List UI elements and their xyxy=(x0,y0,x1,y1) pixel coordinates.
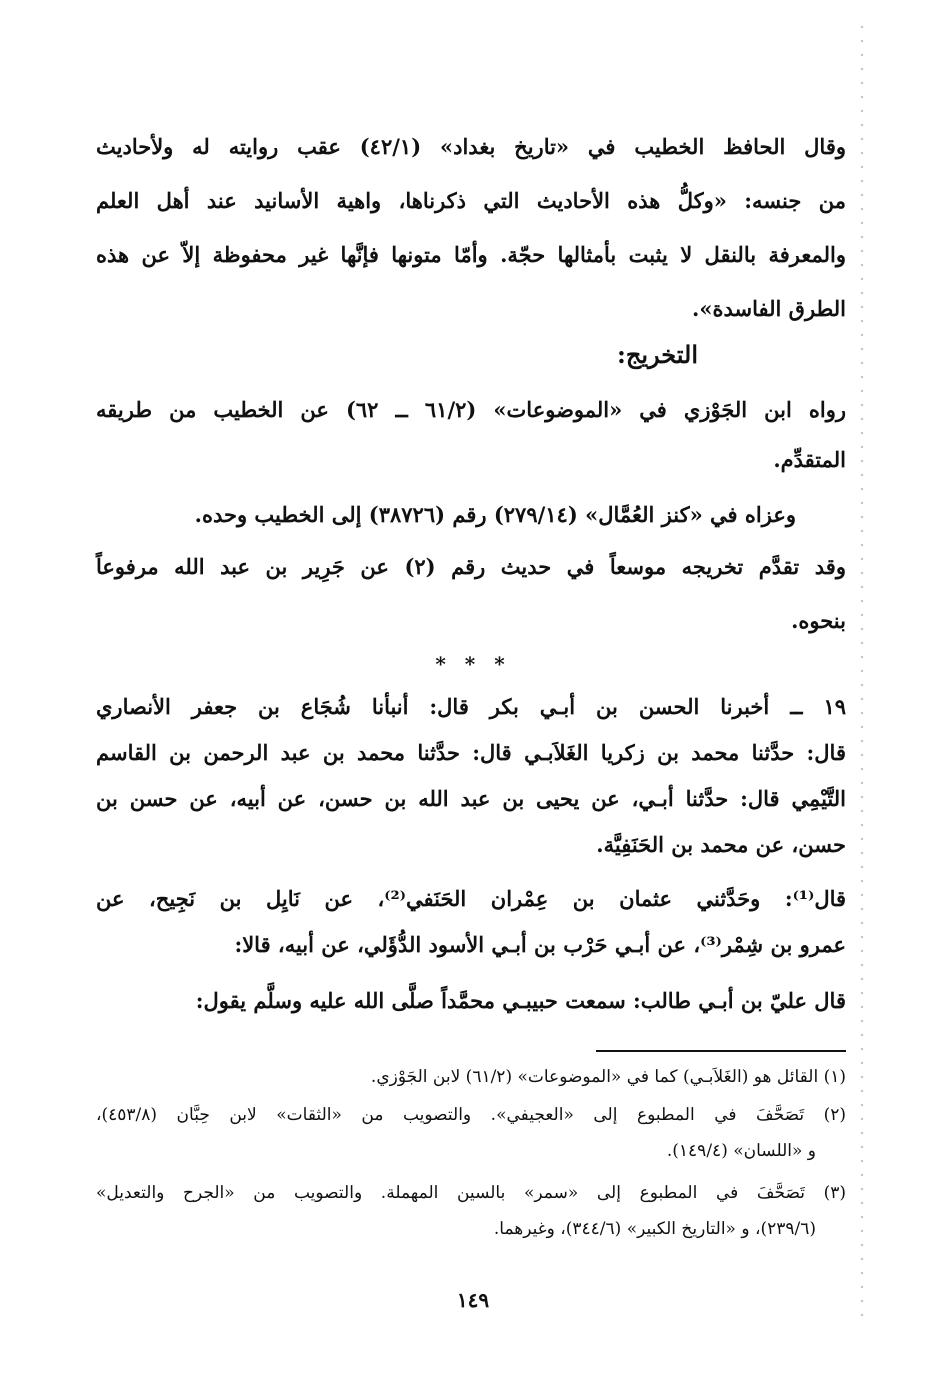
page-number: ١٤٩ xyxy=(456,1288,490,1312)
footnote: (١) القائل هو (الغَلاَبـي) كما في «الموضوعات» (٦١/٢) لابن الجَوْزي. xyxy=(370,1067,846,1087)
text-line: عمرو بن شِمْر⁽³⁾، عن أبـي حَرْب بن أبـي الأسود الدُّؤَلي، عن أبيه، قالا: xyxy=(234,932,846,957)
text-line: وقد تقدَّم تخريجه موسعاً في حديث رقم (٢) عن جَرِير بن عبد الله مرفوعاً xyxy=(96,554,846,579)
section-separator: * * * xyxy=(435,652,511,676)
text-line: حسن، عن محمد بن الحَنَفِيَّة. xyxy=(596,832,846,857)
text-line: قال عليّ بن أبـي طالب: سمعت حبيبـي محمَّداً صلَّى الله عليه وسلَّم يقول: xyxy=(195,988,846,1013)
text-line: التَّيْمِي قال: حدَّثنا أبـي، عن يحيى بن عبد الله بن حسن، عن أبيه، عن حسن بن xyxy=(96,786,846,811)
text-line: قال: حدَّثنا محمد بن زكريا الغَلاَبـي قال: حدَّثنا محمد بن عبد الرحمن بن القاسم xyxy=(96,740,846,765)
text-line: ١٩ ــ أخبرنا الحسن بن أبـي بكر قال: أنبأنا شُجَاع بن جعفر الأنصاري xyxy=(96,694,846,719)
footnote: (٢) تَصَحَّفَ في المطبوع إلى «العجيفي». والتصويب من «الثقات» لابن حِبَّان (٤٥٣/٨)، xyxy=(96,1105,846,1125)
text-line: من جنسه: «وكلُّ هذه الأحاديث التي ذكرناها، واهية الأسانيد عند أهل العلم xyxy=(96,188,846,213)
text-line: والمعرفة بالنقل لا يثبت بأمثالها حجّة. وأمّا متونها فإنَّها غير محفوظة إلاّ عن هذه xyxy=(96,242,846,267)
text-line: الطرق الفاسدة». xyxy=(692,296,846,321)
footnote: و «اللسان» (١٤٩/٤). xyxy=(666,1141,816,1161)
section-heading: التخريج: xyxy=(617,340,698,369)
footnote: (٣) تَصَحَّفَ في المطبوع إلى «سمر» بالسين المهملة. والتصويب من «الجرح والتعديل» xyxy=(96,1183,846,1203)
text-line: بنحوه. xyxy=(791,608,846,633)
text-line: المتقدِّم. xyxy=(773,447,846,472)
footnote-divider xyxy=(596,1050,846,1052)
footnote: (٢٣٩/٦)، و «التاريخ الكبير» (٣٤٤/٦)، وغيرهما. xyxy=(493,1219,816,1239)
text-line: قال⁽¹⁾: وحَدَّثني عثمان بن عِمْران الحَنَفي⁽²⁾، عن نَايِل بن نَجِيح، عن xyxy=(96,886,847,911)
text-line: وقال الحافظ الخطيب في «تاريخ بغداد» (٤٢/١) عقب روايته له ولأحاديث xyxy=(96,134,846,159)
text-line: وعزاه في «كنز العُمَّال» (٢٧٩/١٤) رقم (٣٨٧٢٦) إلى الخطيب وحده. xyxy=(194,502,796,527)
text-line: رواه ابن الجَوْزي في «الموضوعات» (٦١/٢ ــ ٦٢) عن الخطيب من طريقه xyxy=(96,397,846,422)
